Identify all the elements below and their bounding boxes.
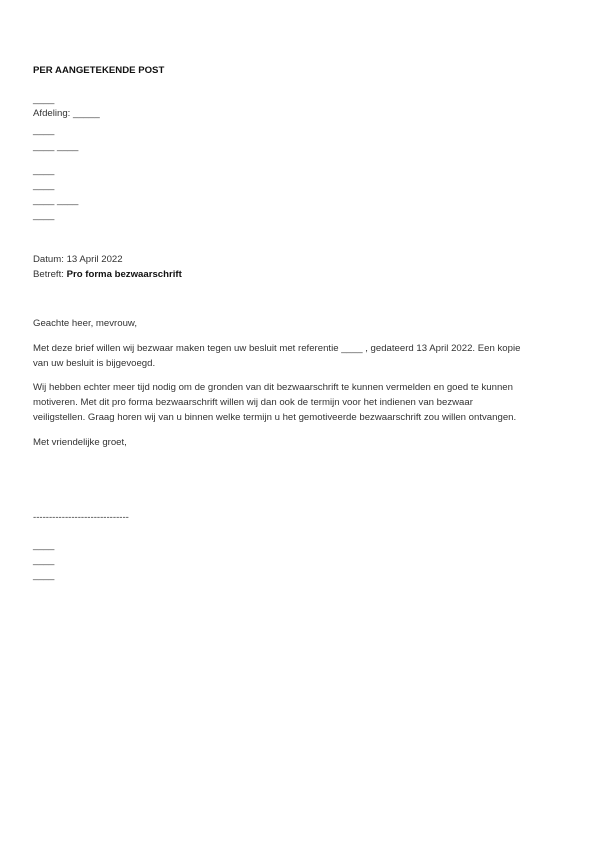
paragraph-1-line-1: Met deze brief willen wij bezwaar maken tegen uw besluit met referentie ____ , gedateerd 13 April 2022. Een kopie <box>33 343 521 354</box>
subject-line <box>33 268 182 282</box>
paragraph-2-line-2: motiveren. Met dit pro forma bezwaarschrift willen wij dan ook de termijn voor het indienen van bezwaar <box>33 397 473 409</box>
signature-line: ------------------------------ <box>33 512 129 523</box>
paragraph-2-line-1: Wij hebben echter meer tijd nodig om de gronden van dit bezwaarschrift te kunnen vermelden en goed te kunnen <box>33 382 513 393</box>
letter-date: Datum: 13 April 2022 <box>33 254 123 265</box>
subject-text: Pro forma bezwaarschrift <box>66 269 182 280</box>
recipient-line-1: ____ <box>33 94 55 105</box>
paragraph-2-line-3: veiligstellen. Graag horen wij van u binnen welke termijn u het gemotiveerde bezwaarschrift zou willen ontvangen. <box>33 412 517 424</box>
sender-line-2: ____ <box>33 555 55 566</box>
sender-line-3: ____ <box>33 570 55 581</box>
salutation: Geachte heer, mevrouw, <box>33 318 137 329</box>
address-line-3: ____ ____ <box>33 195 79 206</box>
address-line-4: ____ <box>33 210 55 221</box>
recipient-line-3: ____ <box>33 125 55 136</box>
paragraph-2 <box>33 380 563 426</box>
letter-heading: PER AANGETEKENDE POST <box>33 65 165 76</box>
sender-line-1: ____ <box>33 540 55 551</box>
paragraph-1-line-2: van uw besluit is bijgevoegd. <box>33 358 156 370</box>
address-line-2: ____ <box>33 180 55 191</box>
recipient-line-4: ____ ____ <box>33 141 79 152</box>
closing: Met vriendelijke groet, <box>33 437 127 448</box>
address-line-1: ____ <box>33 165 55 176</box>
subject-label: Betreft: <box>33 269 64 280</box>
paragraph-1 <box>33 341 563 371</box>
recipient-department: Afdeling: _____ <box>33 108 100 119</box>
